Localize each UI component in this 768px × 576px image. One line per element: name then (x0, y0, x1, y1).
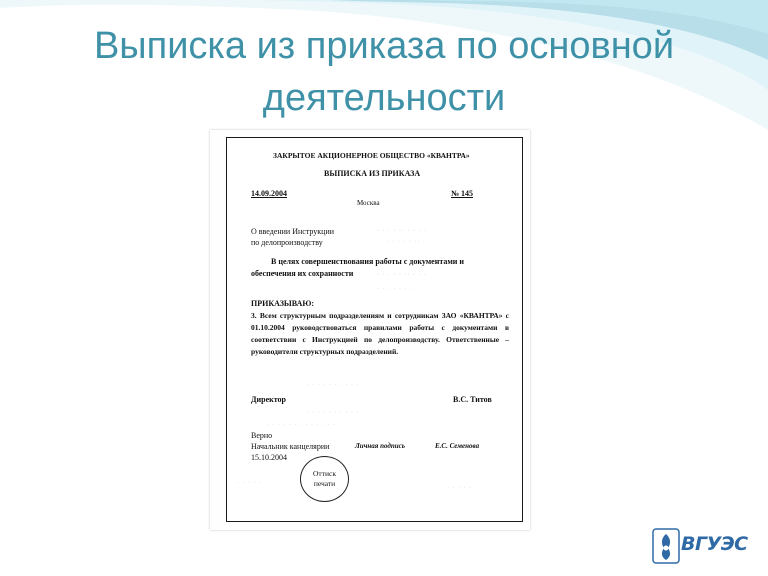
chief-name: Е.С. Семенова (435, 442, 480, 450)
purpose-line-2: обеспечения их сохранности (251, 269, 354, 278)
scan-noise: · · · · · (447, 485, 472, 491)
scan-noise: · · · · · · · · · · (307, 382, 360, 388)
scan-noise: · · · · · · · · · · (307, 410, 360, 416)
scan-noise: · · · · · · · · · · · · · (267, 422, 336, 428)
chancellery-chief-title: Начальник канцелярии (251, 442, 330, 451)
subject-line-1: О введении Инструкции (251, 227, 335, 236)
signature-note: Личная подпись (355, 442, 405, 450)
slide-title-line-2: деятельности (262, 77, 506, 119)
document-city: Москва (357, 199, 380, 207)
scan-noise: · · · · · ·· · · · (377, 272, 427, 278)
slide-title (0, 20, 768, 124)
scan-noise: · · · · · (237, 480, 262, 486)
document-heading: ВЫПИСКА ИЗ ПРИКАЗА (324, 169, 421, 178)
order-word: ПРИКАЗЫВАЮ: (251, 299, 315, 308)
scan-noise: · · · · · ·· (387, 239, 421, 245)
slide-title-line-1: Выписка из приказа по основной (93, 25, 675, 67)
seal-placeholder (300, 456, 349, 502)
director-title: Директор (251, 395, 286, 404)
verified-label: Верно (251, 431, 273, 440)
company-name: ЗАКРЫТОЕ АКЦИОНЕРНОЕ ОБЩЕСТВО «КВАНТРА» (273, 151, 470, 160)
director-name: В.С. Титов (453, 395, 492, 404)
order-item-text: 3. Всем структурным подразделениям и сотрудникам ЗАО «КВАНТРА» с 01.10.2004 руководствоваться правилами работы с документами в соответствии с Инструкцией по делопроизводству. Ответственные – руководители структурных подразделений. (251, 311, 509, 356)
seal-line-2: печати (313, 479, 336, 488)
seal-line-1: Оттиск (313, 469, 336, 478)
document-number: № 145 (451, 189, 474, 198)
order-extract-document (226, 137, 523, 522)
scan-noise: · · · · ·· · · · · (377, 228, 427, 234)
purpose-line-1: В целях совершенствования работы с документами и (271, 257, 465, 266)
logo-text: ВГУЭС (681, 533, 748, 555)
verified-date: 15.10.2004 (251, 453, 287, 462)
scan-noise: · · · · · · · (377, 286, 413, 292)
subject-line-2: по делопроизводству (251, 238, 323, 247)
document-date: 14.09.2004 (251, 189, 287, 198)
